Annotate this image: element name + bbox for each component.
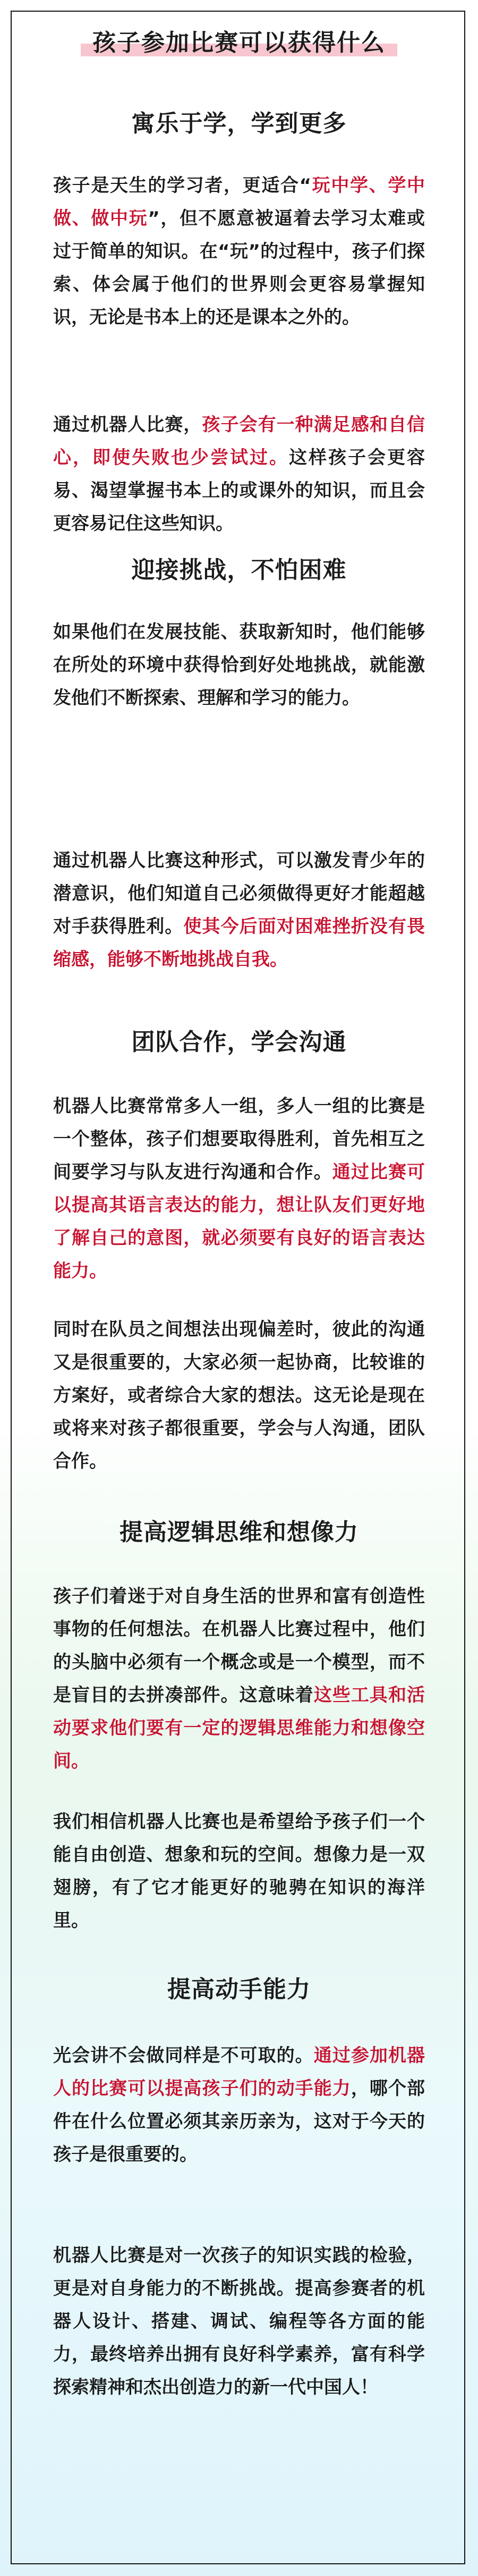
body-text: 孩子是天生的学习者，更适合“ [53, 175, 311, 196]
body-text: 通过机器人比赛， [53, 414, 202, 435]
body-text: ”，但不愿意被逼着去学习太难或过于简单的知识。在“玩”的过程中，孩子们探索、体会属于他们的世界则会更容易掌握知识，无论是书本上的还是课本之外的。 [53, 208, 425, 328]
body-text: 我们相信机器人比赛也是希望给予孩子们一个能自由创造、想象和玩的空间。想像力是一双翅膀，有了它才能更好的驰骋在知识的海洋里。 [53, 1811, 425, 1931]
section-paragraph [53, 1580, 425, 1778]
section-paragraph [53, 169, 425, 334]
body-text: 通过机器人比赛这种形式，可以激发青少年的潜意识，他们知道自己必须做得更好才能超越对手获得胜利。 [53, 850, 425, 937]
body-text: ，哪个部件在什么位置必须其亲历亲为，这对于今天的孩子是很重要的。 [53, 2078, 425, 2165]
section-paragraph [53, 408, 425, 540]
body-text: 这样孩子会更容易、渴望掌握书本上的或课外的知识，而且会更容易记住这些知识。 [53, 447, 425, 534]
section-heading: 团队合作，学会沟通 [131, 1029, 347, 1056]
section-heading: 提高逻辑思维和想像力 [120, 1519, 358, 1546]
section-paragraph [53, 2039, 425, 2171]
highlighted-text: 玩中学、学中做、做中玩 [53, 175, 425, 229]
highlighted-text: 通过参加机器人的比赛可以提高孩子们的动手能力 [53, 2045, 425, 2099]
section-paragraph [53, 1090, 425, 1287]
section-paragraph [53, 844, 425, 976]
body-text: 机器人比赛是对一次孩子的知识实践的检验，更是对自身能力的不断挑战。提高参赛者的机器人设计、搭建、调试、编程等各方面的能力，最终培养出拥有良好科学素养，富有科学探索精神和杰出创造力的新一代中国人！ [53, 2245, 425, 2398]
highlighted-text: 孩子会有一种满足感和自信心，即使失败也少尝试过。 [53, 414, 425, 468]
title-wrap [0, 23, 478, 57]
section-paragraph [53, 616, 425, 714]
page-border [11, 11, 465, 2564]
article-title: 孩子参加比赛可以获得什么 [81, 23, 397, 57]
body-text: 如果他们在发展技能、获取新知时，他们能够在所处的环境中获得恰到好处地挑战，就能激发他们不断探索、理解和学习的能力。 [53, 621, 425, 709]
highlighted-text: 通过比赛可以提高其语言表达的能力，想让队友们更好地了解自己的意图，就必须要有良好的语言表达能力。 [53, 1161, 425, 1282]
body-text: 光会讲不会做同样是不可取的。 [53, 2045, 314, 2066]
body-text: 机器人比赛常常多人一组，多人一组的比赛是一个整体，孩子们想要取得胜利，首先相互之间要学习与队友进行沟通和合作。 [53, 1096, 425, 1183]
body-text: 同时在队员之间想法出现偏差时，彼此的沟通又是很重要的，大家必须一起协商，比较谁的方案好，或者综合大家的想法。这无论是现在或将来对孩子都很重要，学会与人沟通，团队合作。 [53, 1319, 425, 1472]
section-paragraph [53, 1313, 425, 1478]
body-text: 孩子们着迷于对自身生活的世界和富有创造性事物的任何想法。在机器人比赛过程中，他们的头脑中必须有一个概念或是一个模型，而不是盲目的去拼凑部件。这意味着 [53, 1586, 425, 1706]
section-paragraph [53, 2239, 425, 2404]
section-paragraph [53, 1805, 425, 1937]
highlighted-text: 这些工具和活动要求他们要有一定的逻辑思维能力和想像空间。 [53, 1685, 425, 1772]
highlighted-text: 使其今后面对困难挫折没有畏缩感，能够不断地挑战自我。 [53, 916, 425, 970]
section-heading: 寓乐于学，学到更多 [131, 110, 347, 137]
section-heading: 提高动手能力 [167, 1976, 311, 2003]
section-heading: 迎接挑战，不怕困难 [131, 557, 347, 584]
